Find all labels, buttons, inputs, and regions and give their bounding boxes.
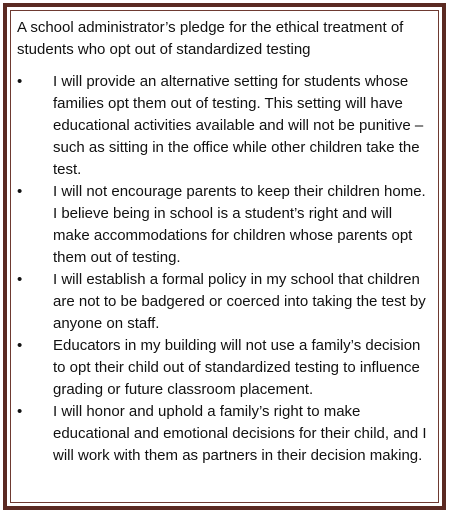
pledge-text: I will provide an alternative setting for students whose families opt them out of testing. This setting will have educational activities available and will not be punitive – such as sitting in the office while other children take the test.	[53, 73, 424, 178]
pledge-text: I will not encourage parents to keep their children home. I believe being in school is a student’s right and will make accommodations for children whose parents opt them out of testing.	[53, 183, 426, 266]
pledge-content	[17, 17, 427, 467]
bullet-icon: •	[17, 271, 23, 288]
pledge-heading: A school administrator’s pledge for the ethical treatment of students who opt out of standardized testing	[17, 19, 404, 58]
pledge-list	[17, 71, 427, 467]
pledge-text: Educators in my building will not use a family’s decision to opt their child out of standardized testing to influence grading or future classroom placement.	[53, 337, 421, 398]
pledge-text: I will honor and uphold a family’s right to make educational and emotional decisions for their child, and I will work with them as partners in their decision making.	[53, 403, 427, 464]
bullet-icon: •	[17, 183, 23, 200]
bullet-icon: •	[17, 403, 23, 420]
document-frame	[3, 3, 446, 510]
pledge-item	[17, 269, 427, 335]
pledge-item	[17, 181, 427, 269]
pledge-text: I will establish a formal policy in my school that children are not to be badgered or coerced into taking the test by anyone on staff.	[53, 271, 426, 332]
pledge-item	[17, 335, 427, 401]
pledge-item	[17, 401, 427, 467]
bullet-icon: •	[17, 73, 23, 90]
pledge-item	[17, 71, 427, 181]
bullet-icon: •	[17, 337, 23, 354]
